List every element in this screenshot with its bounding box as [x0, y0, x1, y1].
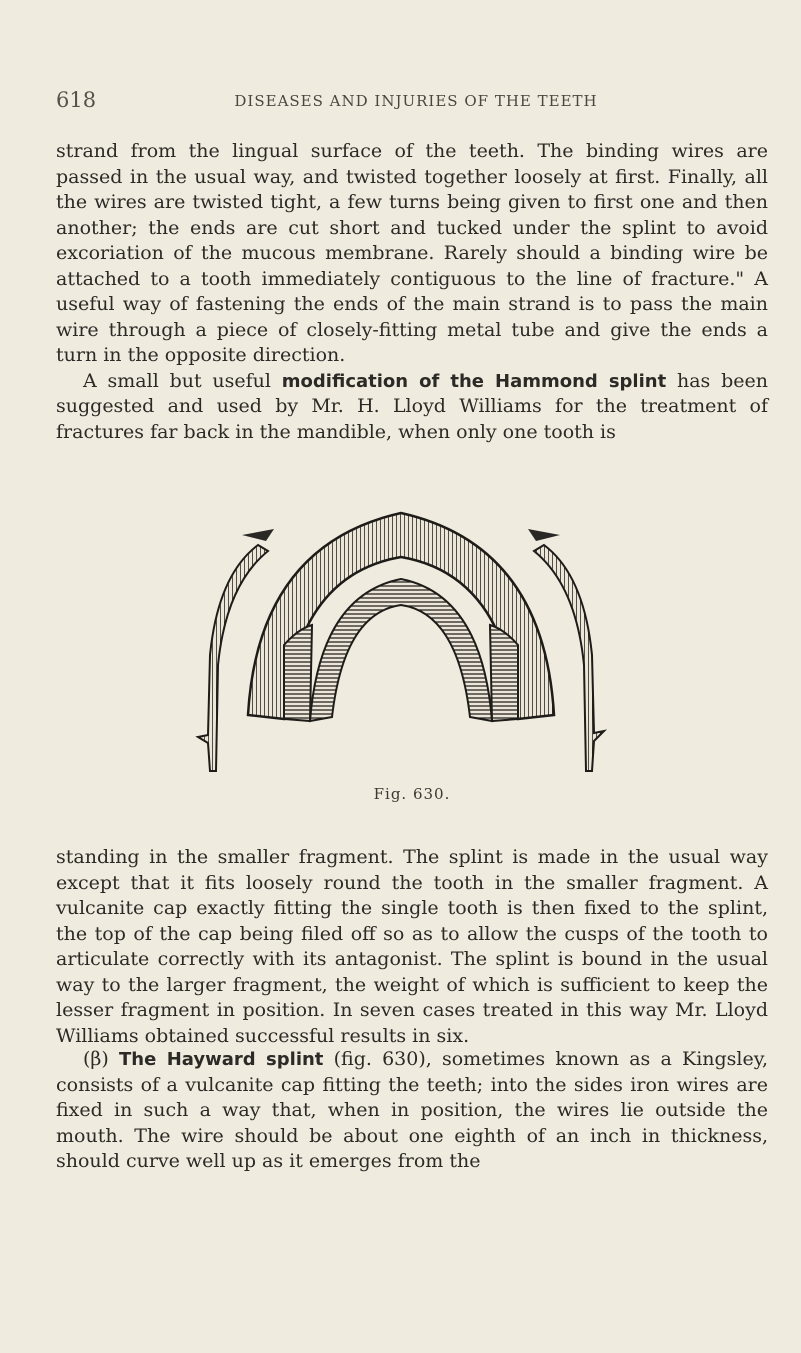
- paragraph-1-text: strand from the lingual surface of the teeth. The binding wires are passed in the usual way, and twisted together loosely at first. Finally, all the wires are twisted tight, a few turns being given to first one and then another; the ends are cut short and tucked under the splint to avoid excoriation of the mucous membrane. Rarely should a binding wire be attached to a tooth immediately contiguous to the line of fracture." A useful way of fastening the ends of the main strand is to pass the main wire through a piece of closely-fitting metal tube and give the ends a turn in the opposite direction.: [56, 140, 768, 366]
- page-header: [56, 88, 766, 116]
- paragraph-1-indent: [56, 370, 83, 392]
- paragraph-1b-rest: has been suggested and used by Mr. H. Lloyd Williams for the treatment of fractures far back in the mandible, when only one tooth is: [56, 369, 768, 443]
- paragraph-3: [56, 1047, 768, 1175]
- figure-caption: Fig. 630.: [373, 785, 451, 803]
- left-hook: [242, 529, 274, 541]
- paragraph-3-lead: (β): [83, 1048, 119, 1070]
- hayward-splint-illustration: [188, 505, 614, 777]
- right-hook: [528, 529, 560, 541]
- hayward-splint-heading: The Hayward splint: [119, 1049, 324, 1070]
- hammond-splint-heading: modification of the Hammond splint: [281, 370, 667, 392]
- paragraph-3-rest: (fig. 630), sometimes known as a Kingsley, consists of a vulcanite cap fitting the teeth; into the sides iron wires are fixed in such a way that, when in position, the wires lie outside the mouth. The wire should be about one eighth of an inch in thickness, should curve well up as it emerges from the: [56, 1048, 768, 1172]
- paragraph-2: standing in the smaller fragment. The splint is made in the usual way except that it fits loosely round the tooth in the smaller fragment. A vulcanite cap exactly fitting the single tooth is then fixed to the splint, the top of the cap being filed off so as to allow the cusps of the tooth to articulate correctly with its antagonist. The splint is bound in the usual way to the larger fragment, the weight of which is sufficient to keep the lesser fragment in position. In seven cases treated in this way Mr. Lloyd Williams obtained successful results in six.: [56, 846, 768, 1047]
- inner-arch: [310, 579, 492, 721]
- running-head: DISEASES AND INJURIES OF THE TEETH: [234, 92, 598, 110]
- right-cap-side: [490, 625, 518, 721]
- paragraph-1b-lead: A small but useful: [83, 369, 282, 392]
- left-cap-side: [284, 625, 312, 721]
- page-number: 618: [56, 88, 97, 112]
- paragraph-1: [56, 139, 768, 445]
